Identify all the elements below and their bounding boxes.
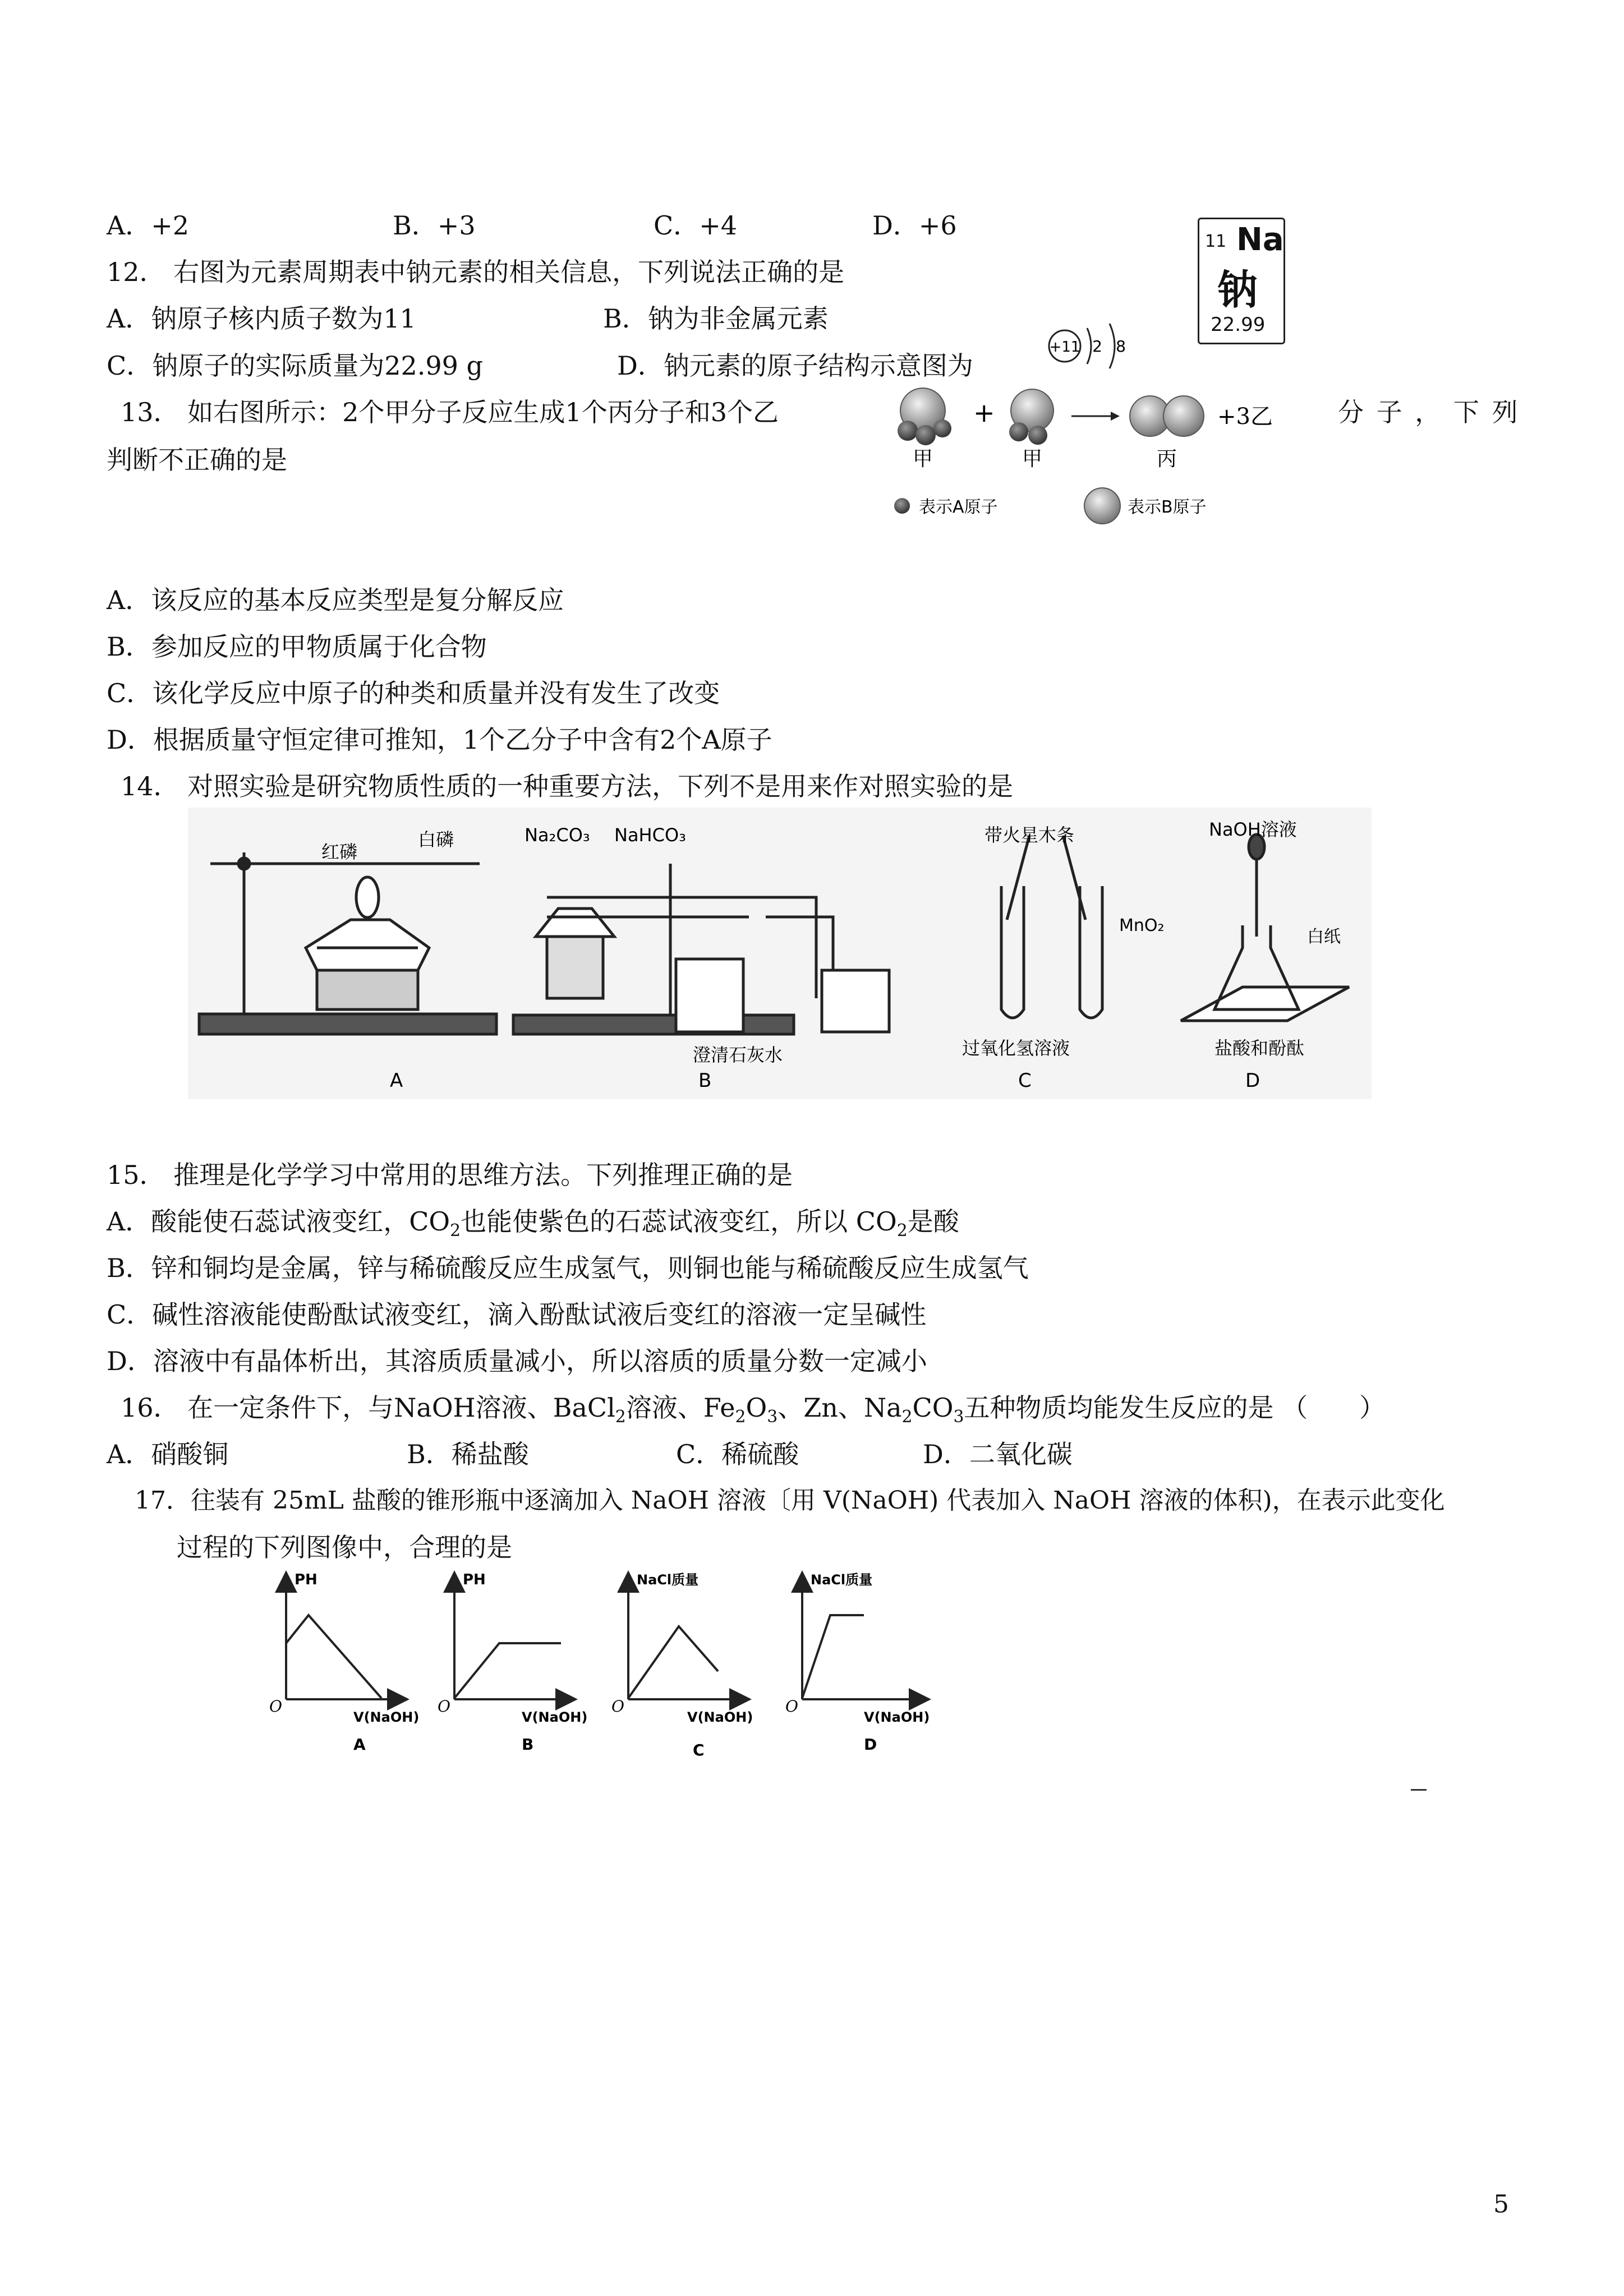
q15-option-c: C．碱性溶液能使酚酞试液变红，滴入酚酞试液后变红的溶液一定呈碱性: [107, 1299, 927, 1330]
graph-d: [785, 1572, 930, 1754]
q13-stem-part2: 分 子 ， 下 列: [1338, 397, 1520, 427]
q11-option-b: B．+3: [393, 210, 476, 241]
letter-b: B: [698, 1069, 712, 1092]
q12-option-c: C．钠原子的实际质量为22.99 g: [107, 351, 483, 381]
label-mno2: MnO₂: [1119, 916, 1165, 935]
q14-apparatus-figure: [188, 808, 1372, 1099]
atom-shell-2: 8: [1116, 337, 1126, 356]
label-glowing-splint: 带火星木条: [984, 824, 1075, 846]
label-na2co3: Na₂CO₃: [525, 824, 590, 846]
label-red-phosphorus: 红磷: [321, 841, 358, 863]
graph-b: [438, 1571, 587, 1754]
q12-option-b: B．钠为非金属元素: [603, 303, 829, 334]
q16-option-d: D．二氧化碳: [923, 1439, 1073, 1469]
q16-option-c: C．稀硫酸: [676, 1439, 799, 1469]
letter-a: A: [390, 1069, 403, 1092]
graph-b-ylabel: PH: [463, 1571, 486, 1588]
graph-d-ylabel: NaCl质量: [811, 1572, 873, 1588]
q13-option-d: D．根据质量守恒定律可推知，1个乙分子中含有2个A原子: [107, 725, 772, 755]
graph-c-ylabel: NaCl质量: [637, 1572, 699, 1588]
graph-b-letter: B: [522, 1735, 534, 1754]
q15-option-b: B．锌和铜均是金属，锌与稀硫酸反应生成氢气，则铜也能与稀硫酸反应生成氢气: [107, 1253, 1029, 1283]
q13-option-a: A．该反应的基本反应类型是复分解反应: [107, 585, 564, 615]
label-jia-2: 甲: [1022, 448, 1043, 471]
graph-a-origin: O: [269, 1697, 282, 1716]
graph-c-xlabel: V(NaOH): [687, 1709, 753, 1725]
graph-c-letter: C: [693, 1741, 705, 1759]
atom-nucleus-charge: +11: [1049, 339, 1080, 356]
molecule-jia-2: [1009, 389, 1053, 445]
q12-option-d: D．钠元素的原子结构示意图为: [617, 351, 973, 381]
q13-option-b: B．参加反应的甲物质属于化合物: [107, 631, 487, 662]
q13-stem-part1: 13． 如右图所示：2个甲分子反应生成1个丙分子和3个乙: [121, 397, 779, 427]
graph-c: [611, 1572, 753, 1759]
molecule-jia-1: [898, 388, 951, 445]
q16-option-b: B．稀盐酸: [407, 1439, 529, 1469]
label-jia-1: 甲: [912, 448, 933, 471]
legend-a-atom-icon: [894, 498, 910, 514]
graph-c-line: [628, 1626, 718, 1698]
graph-d-line: [802, 1615, 864, 1698]
graph-a-line: [286, 1615, 381, 1698]
letter-c: C: [1018, 1069, 1032, 1092]
graph-b-line: [454, 1643, 561, 1698]
letter-d: D: [1245, 1069, 1260, 1092]
label-h2o2: 过氧化氢溶液: [962, 1038, 1070, 1059]
q17-graphs: [264, 1565, 965, 1767]
atom-shell-1: 2: [1092, 337, 1102, 356]
q16-stem: 16． 在一定条件下，与NaOH溶液、BaCl$_2$溶液、$Fe_2O_3$、Zn、$Na_2CO_3$五种物质均能发生反应的是 （ ）: [121, 1393, 1386, 1427]
q15-option-d: D．溶液中有晶体析出，其溶质质量减小，所以溶质的质量分数一定减小: [107, 1346, 927, 1376]
graph-d-xlabel: V(NaOH): [864, 1709, 930, 1725]
q11-option-a: A．+2: [107, 210, 190, 241]
legend-b-label: 表示B原子: [1128, 497, 1207, 517]
reaction-arrow: [1071, 412, 1120, 421]
q14-stem: 14． 对照实验是研究物质性质的一种重要方法，下列不是用来作对照实验的是: [121, 771, 1014, 801]
page-number: 5: [1493, 2190, 1509, 2219]
label-white-phosphorus: 白磷: [418, 829, 454, 850]
label-nahco3: NaHCO₃: [614, 824, 686, 846]
label-naoh: NaOH溶液: [1209, 819, 1297, 840]
graph-d-origin: O: [785, 1697, 798, 1716]
element-mass: 22.99: [1211, 313, 1266, 336]
q11-option-c: C．+4: [654, 210, 738, 241]
graph-b-xlabel: V(NaOH): [522, 1709, 588, 1725]
graph-d-letter: D: [864, 1735, 877, 1754]
legend-b-atom-icon: [1084, 488, 1120, 524]
q12-stem: 12． 右图为元素周期表中钠元素的相关信息，下列说法正确的是: [107, 257, 845, 287]
graph-a-letter: A: [353, 1735, 366, 1754]
q17-stem-line1: 17．往装有 25mL 盐酸的锥形瓶中逐滴加入 NaOH 溶液〔用 V(NaOH) 代表加入 NaOH 溶液的体积)，在表示此变化: [135, 1486, 1445, 1515]
sodium-atom-structure-diagram: [1043, 311, 1144, 379]
molecule-reaction-diagram: [886, 381, 1290, 527]
element-number: 11: [1205, 232, 1227, 251]
q16-option-a: A．硝酸铜: [107, 1439, 229, 1469]
label-limewater: 澄清石灰水: [693, 1044, 783, 1066]
stray-dash: [1411, 1789, 1427, 1791]
graph-b-origin: O: [438, 1697, 450, 1716]
q13-option-c: C．该化学反应中原子的种类和质量并没有发生了改变: [107, 678, 720, 708]
plus-sign: +: [973, 398, 995, 428]
graph-a-xlabel: V(NaOH): [353, 1709, 420, 1725]
product-extra-label: +3乙: [1217, 404, 1273, 430]
label-bing: 丙: [1156, 448, 1177, 471]
graph-c-origin: O: [611, 1697, 624, 1716]
q12-option-a: A．钠原子核内质子数为11: [107, 303, 416, 334]
label-hcl-phenol: 盐酸和酚酞: [1214, 1038, 1305, 1059]
sodium-element-card: [1198, 218, 1285, 344]
graph-a-ylabel: PH: [295, 1571, 318, 1588]
q13-stem-line2: 判断不正确的是: [107, 445, 287, 475]
label-white-paper: 白纸: [1307, 927, 1341, 947]
q15-stem: 15． 推理是化学学习中常用的思维方法。下列推理正确的是: [107, 1160, 793, 1190]
element-name: 钠: [1217, 266, 1258, 313]
q15-option-a: A．酸能使石蕊试液变红，$CO_2$也能使紫色的石蕊试液变红，所以 $CO_2$是酸: [107, 1206, 959, 1241]
legend-a-label: 表示A原子: [919, 497, 998, 517]
molecule-bing: [1130, 396, 1204, 436]
element-symbol: Na: [1236, 222, 1284, 258]
graph-a: [269, 1571, 419, 1754]
q17-stem-line2: 过程的下列图像中，合理的是: [177, 1532, 512, 1562]
q11-option-d: D．+6: [872, 210, 957, 241]
